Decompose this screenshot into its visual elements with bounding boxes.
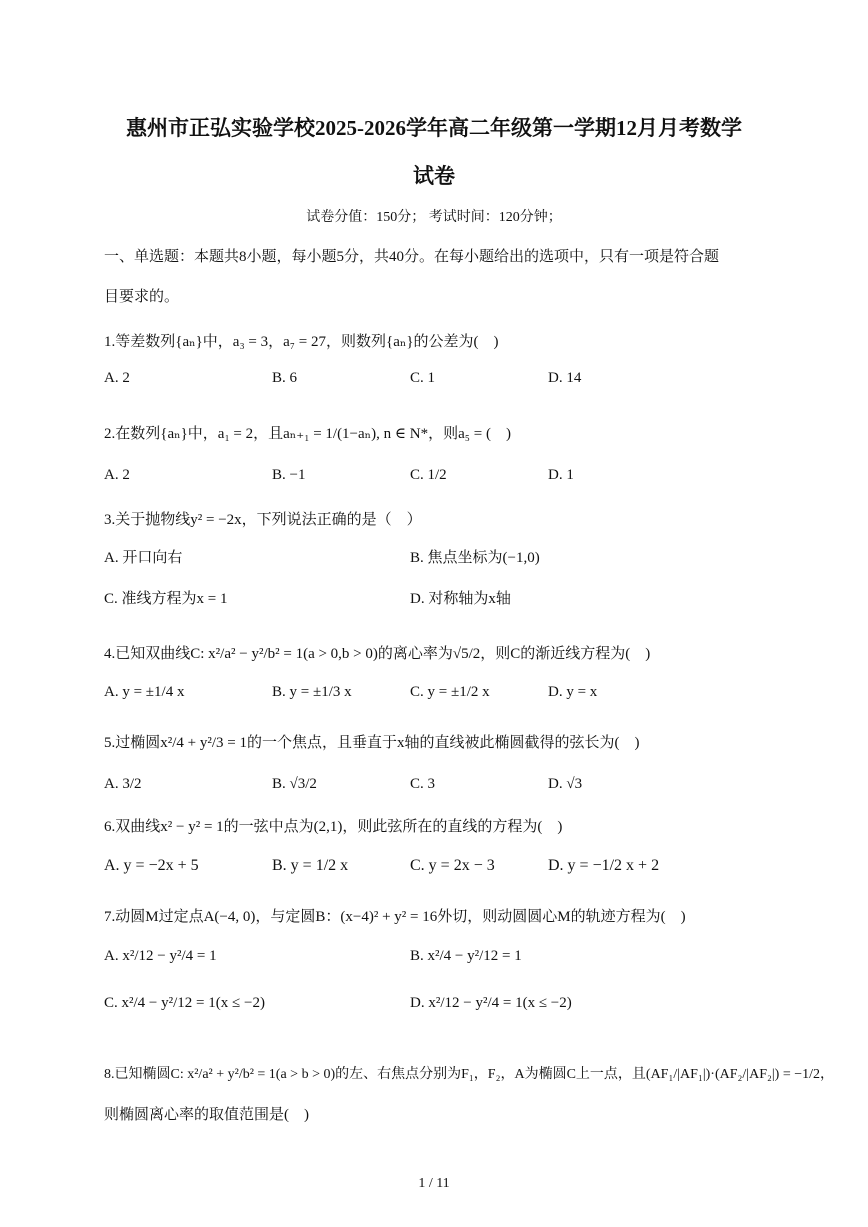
q1-option-d: D. 14 [548,370,582,386]
question-8-stem-line2: 则椭圆离心率的取值范围是( ) [104,1107,309,1123]
question-7-stem: 7.动圆M过定点A(−4, 0)，与定圆B：(x−4)² + y² = 16外切，则动圆圆心M的轨迹方程为( ) [104,909,686,925]
question-3-stem: 3.关于抛物线y² = −2x，下列说法正确的是（ ） [104,512,422,528]
section-line2: 目要求的。 [104,289,180,305]
q1-option-a: A. 2 [104,370,130,386]
section-line1: 一、单选题：本题共8小题，每小题5分，共40分。在每小题给出的选项中，只有一项是符合题 [104,249,720,265]
q7-option-c: C. x²/4 − y²/12 = 1(x ≤ −2) [104,995,265,1011]
q5-option-b: B. √3/2 [272,776,317,792]
q4-option-c: C. y = ±1/2 x [410,684,490,700]
q7-option-b: B. x²/4 − y²/12 = 1 [410,948,522,964]
q4-option-b: B. y = ±1/3 x [272,684,352,700]
q2-option-b: B. −1 [272,467,306,483]
q7-option-d: D. x²/12 − y²/4 = 1(x ≤ −2) [410,995,572,1011]
q2-option-a: A. 2 [104,467,130,483]
question-1-stem: 1.等差数列{aₙ}中，a₃ = 3，a₇ = 27，则数列{aₙ}的公差为( ) [104,334,499,350]
page-number: 1 / 11 [418,1176,450,1191]
q3-option-d: D. 对称轴为x轴 [410,591,511,607]
q1-option-c: C. 1 [410,370,436,386]
q7-option-a: A. x²/12 − y²/4 = 1 [104,948,217,964]
question-6-stem: 6.双曲线x² − y² = 1的一弦中点为(2,1)，则此弦所在的直线的方程为( ) [104,819,563,835]
q4-option-d: D. y = x [548,684,598,700]
q3-option-c: C. 准线方程为x = 1 [104,591,228,607]
q2-option-d: D. 1 [548,467,574,483]
q6-option-d: D. y = −1/2 x + 2 [548,857,660,874]
q5-option-a: A. 3/2 [104,776,142,792]
page-title-line2: 试卷 [413,164,455,188]
question-5-stem: 5.过椭圆x²/4 + y²/3 = 1的一个焦点，且垂直于x轴的直线被此椭圆截得的弦长为( ) [104,735,640,751]
q6-option-c: C. y = 2x − 3 [410,857,495,874]
q3-option-a: A. 开口向右 [104,550,183,566]
q2-option-c: C. 1/2 [410,467,447,483]
q6-option-a: A. y = −2x + 5 [104,857,199,874]
q3-option-b: B. 焦点坐标为(−1,0) [410,550,540,566]
q5-option-d: D. √3 [548,776,583,792]
page-title-line1: 惠州市正弘实验学校2025-2026学年高二年级第一学期12月月考数学 [126,116,742,140]
q5-option-c: C. 3 [410,776,436,792]
question-4-stem: 4.已知双曲线C: x²/a² − y²/b² = 1(a > 0,b > 0)的离心率为√5/2，则C的渐近线方程为( ) [104,646,651,662]
q1-option-b: B. 6 [272,370,298,386]
question-8-stem-line1: 8.已知椭圆C: x²/a² + y²/b² = 1(a > b > 0)的左、右焦点分别为F₁，F₂，A为椭圆C上一点，且(AF₁/|AF₁|)·(AF₂/|AF₂|) = −1/2， [104,1067,835,1082]
exam-meta: 试卷分值：150分； 考试时间：120分钟； [306,210,562,225]
question-2-stem: 2.在数列{aₙ}中，a₁ = 2，且aₙ₊₁ = 1/(1−aₙ), n ∈ N*，则a₅ = ( ) [104,426,511,442]
q6-option-b: B. y = 1/2 x [272,857,349,874]
q4-option-a: A. y = ±1/4 x [104,684,185,700]
